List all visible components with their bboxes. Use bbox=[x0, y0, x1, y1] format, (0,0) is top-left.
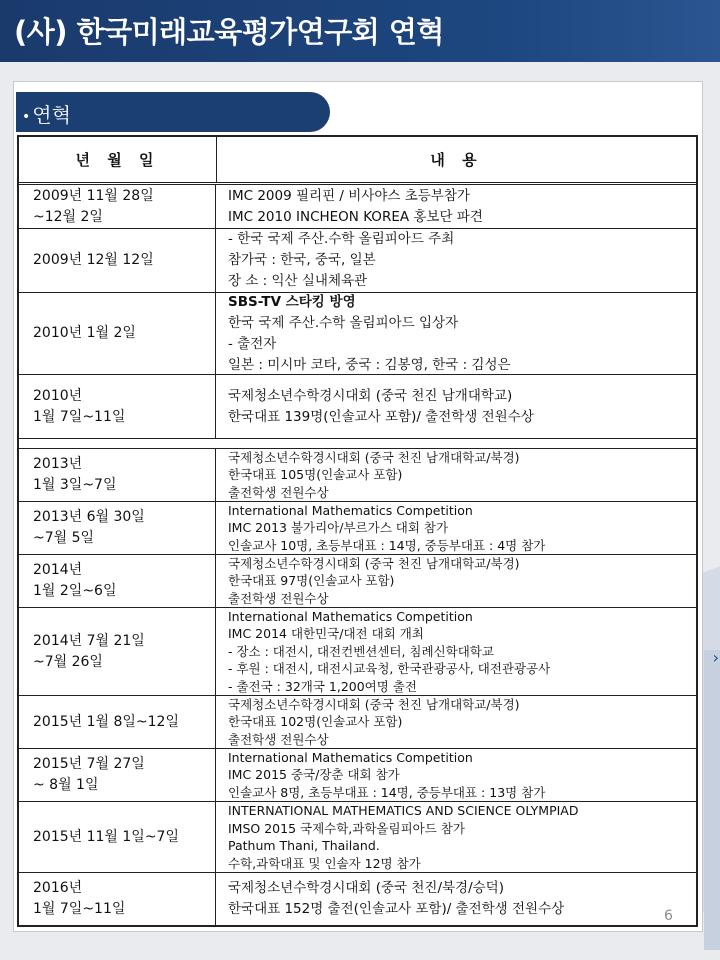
content-line: IMC 2010 INCHEON KOREA 홍보단 파견 bbox=[228, 208, 483, 225]
table-row bbox=[19, 185, 696, 229]
content-cell bbox=[216, 873, 696, 925]
content-line: 일본 : 미시마 코타, 중국 : 김봉영, 한국 : 김성은 bbox=[228, 356, 511, 373]
decorative-strip bbox=[704, 650, 720, 950]
content-line: 한국대표 105명(인솔교사 포함) bbox=[228, 467, 403, 483]
table-row bbox=[19, 555, 696, 608]
bullet-icon: • bbox=[22, 108, 31, 125]
table-row bbox=[19, 293, 696, 375]
content-line: 수학,과학대표 및 인솔자 12명 참가 bbox=[228, 855, 421, 871]
content-line: IMC 2015 중국/장춘 대회 참가 bbox=[228, 767, 400, 783]
content-line: IMSO 2015 국제수학,과학올림피아드 참가 bbox=[228, 820, 465, 836]
content-line: Pathum Thani, Thailand. bbox=[228, 838, 380, 853]
content-line: 인솔교사 8명, 초등부대표 : 14명, 중등부대표 : 13명 참가 bbox=[228, 784, 546, 800]
content-cell bbox=[216, 802, 696, 872]
table-body bbox=[19, 185, 696, 925]
date-cell bbox=[19, 502, 216, 554]
content-cell bbox=[216, 185, 696, 228]
content-cell bbox=[216, 229, 696, 292]
content-cell bbox=[216, 449, 696, 501]
date-cell bbox=[19, 375, 216, 438]
content-line: 출전학생 전원수상 bbox=[228, 590, 329, 606]
header-date: 년 월 일 bbox=[19, 137, 217, 182]
table-row bbox=[19, 749, 696, 802]
date-text: 2009년 11월 28일 ~12월 2일 bbox=[33, 187, 154, 225]
content-line: INTERNATIONAL MATHEMATICS AND SCIENCE OLYMPIAD bbox=[228, 803, 579, 818]
table-row bbox=[19, 873, 696, 925]
date-text: 2010년 1월 2일 bbox=[33, 325, 136, 341]
content-line: International Mathematics Competition bbox=[228, 502, 473, 518]
content-cell bbox=[216, 293, 696, 374]
date-text: 2015년 11월 1일~7일 bbox=[33, 828, 179, 845]
content-line: 국제청소년수학경시대회 (중국 천진 남개대학교/북경) bbox=[228, 555, 520, 571]
section-heading bbox=[22, 99, 71, 128]
date-cell bbox=[19, 696, 216, 748]
date-cell bbox=[19, 229, 216, 292]
content-line: 한국 국제 주산.수학 올림피아드 입상자 bbox=[228, 314, 459, 331]
table-row bbox=[19, 696, 696, 749]
date-text: 2010년 1월 7일~11일 bbox=[33, 387, 126, 425]
content-line: International Mathematics Competition bbox=[228, 749, 473, 765]
history-table bbox=[17, 135, 698, 927]
date-text: 2009년 12월 12일 bbox=[33, 252, 154, 268]
title-bar bbox=[0, 0, 720, 62]
content-line: 한국대표 139명(인솔교사 포함)/ 출전학생 전원수상 bbox=[228, 408, 534, 425]
table-row bbox=[19, 802, 696, 873]
content-line: 인솔교사 10명, 초등부대표 : 14명, 중등부대표 : 4명 참가 bbox=[228, 537, 546, 553]
date-text: 2016년 1월 7일~11일 bbox=[33, 880, 126, 917]
date-cell bbox=[19, 749, 216, 801]
content-line: 국제청소년수학경시대회 (중국 천진 남개대학교/북경) bbox=[228, 449, 520, 465]
table-row bbox=[19, 502, 696, 555]
content-line: International Mathematics Competition bbox=[228, 608, 473, 624]
content-line: - 후원 : 대전시, 대전시교육청, 한국관광공사, 대전관광공사 bbox=[228, 661, 551, 677]
content-line: - 한국 국제 주산.수학 올림피아드 주최 bbox=[228, 231, 455, 247]
content-cell bbox=[216, 608, 696, 695]
content-line: 국제청소년수학경시대회 (중국 천진/북경/승덕) bbox=[228, 880, 504, 896]
content-cell bbox=[216, 502, 696, 554]
content-line: SBS-TV 스타킹 방영 bbox=[228, 293, 356, 310]
content-line: 한국대표 152명 출전(인솔교사 포함)/ 출전학생 전원수상 bbox=[228, 901, 565, 917]
content-line: - 출전국 : 32개국 1,200여명 출전 bbox=[228, 678, 417, 694]
date-text: 2013년 1월 3일~7일 bbox=[33, 456, 117, 493]
date-text: 2014년 1월 2일~6일 bbox=[33, 562, 117, 599]
row-gap bbox=[19, 439, 696, 449]
content-line: 출전학생 전원수상 bbox=[228, 484, 329, 500]
date-cell bbox=[19, 608, 216, 695]
header-content: 내 용 bbox=[430, 151, 483, 169]
chevron-right-icon: › bbox=[712, 648, 719, 667]
date-cell bbox=[19, 873, 216, 925]
table-row bbox=[19, 449, 696, 502]
date-text: 2015년 7월 27일 ~ 8월 1일 bbox=[33, 756, 145, 793]
table-row bbox=[19, 608, 696, 696]
content-line: 장 소 : 익산 실내체육관 bbox=[228, 273, 368, 289]
content-line: - 출전자 bbox=[228, 335, 277, 352]
date-text: 2013년 6월 30일 ~7월 5일 bbox=[33, 509, 145, 546]
page-number: 6 bbox=[664, 908, 673, 924]
date-cell bbox=[19, 185, 216, 228]
table-row bbox=[19, 375, 696, 439]
content-line: 국제청소년수학경시대회 (중국 천진 남개대학교/북경) bbox=[228, 696, 520, 712]
table-header bbox=[19, 137, 696, 185]
content-line: 한국대표 97명(인솔교사 포함) bbox=[228, 573, 395, 589]
content-cell bbox=[216, 696, 696, 748]
content-line: IMC 2013 불가리아/부르가스 대회 참가 bbox=[228, 520, 449, 536]
content-line: - 장소 : 대전시, 대전컨벤션센터, 침례신학대학교 bbox=[228, 643, 494, 659]
content-line: 참가국 : 한국, 중국, 일본 bbox=[228, 252, 376, 268]
date-cell bbox=[19, 449, 216, 501]
content-line: IMC 2014 대한민국/대전 대회 개최 bbox=[228, 626, 424, 642]
content-line: 한국대표 102명(인솔교사 포함) bbox=[228, 714, 403, 730]
date-text: 2014년 7월 21일 ~7월 26일 bbox=[33, 632, 145, 670]
content-cell bbox=[216, 375, 696, 438]
section-label: 연혁 bbox=[32, 103, 71, 127]
content-cell bbox=[216, 555, 696, 607]
page-title: (사) 한국미래교육평가연구회 연혁 bbox=[14, 15, 444, 49]
table-row bbox=[19, 229, 696, 293]
date-cell bbox=[19, 555, 216, 607]
content-cell bbox=[216, 749, 696, 801]
content-line: 국제청소년수학경시대회 (중국 천진 남개대학교) bbox=[228, 387, 513, 404]
date-cell bbox=[19, 293, 216, 374]
date-cell bbox=[19, 802, 216, 872]
date-text: 2015년 1월 8일~12일 bbox=[33, 713, 179, 730]
content-line: 출전학생 전원수상 bbox=[228, 731, 329, 747]
content-line: IMC 2009 필리핀 / 비사야스 초등부참가 bbox=[228, 187, 470, 204]
